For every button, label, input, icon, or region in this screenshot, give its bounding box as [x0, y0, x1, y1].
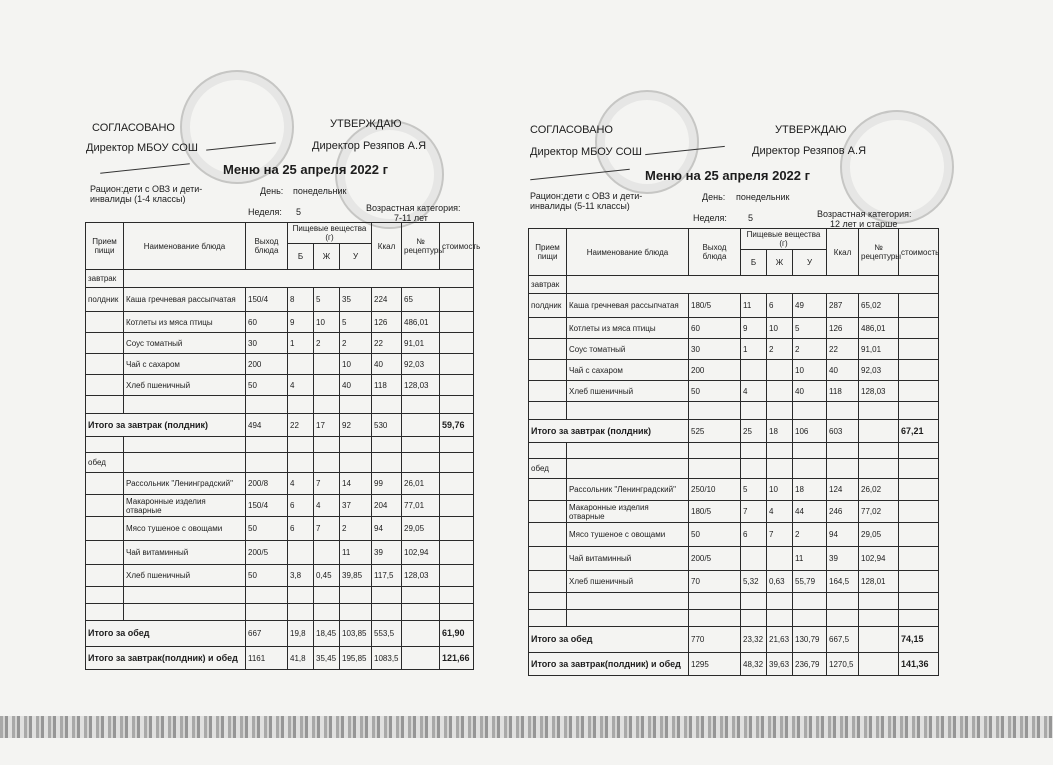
breakfast-total-label: Итого за завтрак (полдник)	[529, 420, 689, 443]
ration-label: Рацион:дети с ОВЗ и дети-инвалиды (1-4 классы)	[90, 184, 203, 204]
col-b: Б	[741, 250, 767, 276]
dish-b: 9	[741, 318, 767, 339]
col-cost: стоимость	[440, 223, 474, 270]
dish-yield: 200	[246, 354, 288, 375]
approve-label: УТВЕРЖДАЮ	[330, 118, 402, 130]
col-b: Б	[288, 244, 314, 270]
dish-yield: 70	[689, 571, 741, 593]
col-nutrients: Пищевые вещества (г)	[741, 229, 827, 250]
total-u: 106	[793, 420, 827, 443]
meal-breakfast: завтрак	[86, 270, 124, 288]
dish-zh	[767, 360, 793, 381]
dish-kcal: 22	[827, 339, 859, 360]
dish-b	[741, 360, 767, 381]
dish-b: 4	[741, 381, 767, 402]
dish-zh: 5	[314, 288, 340, 312]
dish-b: 7	[741, 501, 767, 523]
total-yield: 667	[246, 621, 288, 647]
total-b: 48,32	[741, 653, 767, 676]
total-cost: 121,66	[440, 647, 474, 670]
meal-snack: полдник	[529, 294, 567, 318]
dish-kcal: 287	[827, 294, 859, 318]
dish-recipe: 102,94	[402, 541, 440, 565]
dish-zh: 6	[767, 294, 793, 318]
dish-u: 5	[793, 318, 827, 339]
dish-yield: 30	[689, 339, 741, 360]
total-kcal: 603	[827, 420, 859, 443]
dish-recipe: 91,01	[859, 339, 899, 360]
total-b: 23,32	[741, 627, 767, 653]
dish-name: Каша гречневая рассыпчатая	[567, 294, 689, 318]
total-u: 103,85	[340, 621, 372, 647]
dish-b: 6	[741, 523, 767, 547]
dish-name: Рассольник "Ленинградский"	[567, 479, 689, 501]
total-cost: 61,90	[440, 621, 474, 647]
dish-kcal: 22	[372, 333, 402, 354]
age-label: Возрастная категория:	[817, 209, 912, 219]
col-dish: Наименование блюда	[124, 223, 246, 270]
dish-kcal: 204	[372, 495, 402, 517]
dish-yield: 50	[246, 375, 288, 396]
dish-b: 5	[741, 479, 767, 501]
dish-zh	[767, 547, 793, 571]
dish-u: 40	[340, 375, 372, 396]
menu-title: Меню на 25 апреля 2022 г	[645, 168, 811, 183]
dish-b: 4	[288, 375, 314, 396]
col-yield: Выход блюда	[689, 229, 741, 276]
col-kcal: Ккал	[827, 229, 859, 276]
menu-table	[528, 228, 939, 676]
total-b: 19,8	[288, 621, 314, 647]
dish-name: Соус томатный	[567, 339, 689, 360]
day-value: понедельник	[736, 192, 790, 202]
dish-recipe: 91,01	[402, 333, 440, 354]
dish-zh	[314, 541, 340, 565]
dish-b: 1	[741, 339, 767, 360]
total-kcal: 530	[372, 414, 402, 437]
dish-recipe: 92,03	[859, 360, 899, 381]
meal-snack: полдник	[86, 288, 124, 312]
dish-zh	[314, 375, 340, 396]
dish-u: 2	[340, 517, 372, 541]
week-value: 5	[296, 207, 302, 217]
director-name: Директор Резяпов А.Я	[752, 145, 867, 157]
dish-yield: 50	[689, 523, 741, 547]
lunch-total-label: Итого за обед	[529, 627, 689, 653]
dish-b: 3,8	[288, 565, 314, 587]
dish-u: 2	[793, 339, 827, 360]
dish-yield: 60	[246, 312, 288, 333]
total-zh: 18	[767, 420, 793, 443]
dish-b: 6	[288, 517, 314, 541]
dish-recipe: 128,03	[402, 375, 440, 396]
lunch-total-label: Итого за обед	[86, 621, 246, 647]
total-zh: 18,45	[314, 621, 340, 647]
school-director-label: Директор МБОУ СОШ	[530, 146, 642, 158]
dish-b: 11	[741, 294, 767, 318]
dish-u: 11	[793, 547, 827, 571]
dish-zh: 0,63	[767, 571, 793, 593]
total-yield: 494	[246, 414, 288, 437]
total-cost: 59,76	[440, 414, 474, 437]
dish-yield: 60	[689, 318, 741, 339]
dish-zh: 10	[767, 318, 793, 339]
director-name: Директор Резяпов А.Я	[312, 140, 427, 152]
total-kcal: 1270,5	[827, 653, 859, 676]
meal-lunch: обед	[529, 459, 567, 479]
dish-kcal: 40	[827, 360, 859, 381]
dish-u: 10	[793, 360, 827, 381]
dish-recipe: 65,02	[859, 294, 899, 318]
age-label: Возрастная категория:	[366, 203, 461, 213]
dish-name: Чай витаминный	[124, 541, 246, 565]
dish-yield: 50	[246, 517, 288, 541]
dish-yield: 180/5	[689, 294, 741, 318]
dish-name: Чай с сахаром	[124, 354, 246, 375]
col-kcal: Ккал	[372, 223, 402, 270]
total-yield: 525	[689, 420, 741, 443]
col-recipe: № рецептуры	[859, 229, 899, 276]
grand-total-label: Итого за завтрак(полдник) и обед	[86, 647, 246, 670]
dish-yield: 150/4	[246, 288, 288, 312]
dish-kcal: 224	[372, 288, 402, 312]
day-label: День:	[260, 186, 284, 196]
approve-label: УТВЕРЖДАЮ	[775, 124, 847, 136]
dish-recipe: 65	[402, 288, 440, 312]
dish-name: Чай витаминный	[567, 547, 689, 571]
school-director-label: Директор МБОУ СОШ	[86, 142, 198, 154]
dish-u: 37	[340, 495, 372, 517]
total-b: 41,8	[288, 647, 314, 670]
dish-recipe: 92,03	[402, 354, 440, 375]
agreed-label: СОГЛАСОВАНО	[530, 124, 613, 136]
dish-kcal: 99	[372, 473, 402, 495]
age-value: 7-11 лет	[394, 213, 428, 223]
dish-recipe: 26,02	[859, 479, 899, 501]
col-meal: Прием пищи	[529, 229, 567, 276]
dish-u: 49	[793, 294, 827, 318]
total-cost: 74,15	[899, 627, 939, 653]
dish-b: 5,32	[741, 571, 767, 593]
week-label: Неделя:	[248, 207, 282, 217]
dish-zh: 7	[314, 473, 340, 495]
dish-zh: 2	[767, 339, 793, 360]
dish-b: 8	[288, 288, 314, 312]
dish-kcal: 39	[827, 547, 859, 571]
meal-lunch: обед	[86, 453, 124, 473]
dish-zh	[767, 381, 793, 402]
dish-recipe: 77,01	[402, 495, 440, 517]
total-zh: 35,45	[314, 647, 340, 670]
dish-u: 18	[793, 479, 827, 501]
total-kcal: 1083,5	[372, 647, 402, 670]
col-recipe: № рецептуры	[402, 223, 440, 270]
dish-recipe: 77,02	[859, 501, 899, 523]
dish-yield: 30	[246, 333, 288, 354]
dish-recipe: 128,03	[402, 565, 440, 587]
total-yield: 1161	[246, 647, 288, 670]
dish-name: Хлеб пшеничный	[124, 375, 246, 396]
dish-u: 2	[793, 523, 827, 547]
dish-recipe: 29,05	[402, 517, 440, 541]
dish-kcal: 126	[372, 312, 402, 333]
dish-name: Рассольник "Ленинградский"	[124, 473, 246, 495]
dish-kcal: 164,5	[827, 571, 859, 593]
total-u: 92	[340, 414, 372, 437]
dish-u: 2	[340, 333, 372, 354]
day-label: День:	[702, 192, 726, 202]
dish-zh: 4	[314, 495, 340, 517]
dish-kcal: 124	[827, 479, 859, 501]
col-zh: Ж	[767, 250, 793, 276]
week-value: 5	[748, 213, 754, 223]
dish-u: 39,85	[340, 565, 372, 587]
dish-kcal: 94	[372, 517, 402, 541]
dish-b: 6	[288, 495, 314, 517]
total-yield: 1295	[689, 653, 741, 676]
dish-kcal: 118	[827, 381, 859, 402]
meal-breakfast: завтрак	[529, 276, 567, 294]
total-b: 22	[288, 414, 314, 437]
total-zh: 39,63	[767, 653, 793, 676]
agreed-label: СОГЛАСОВАНО	[92, 122, 175, 134]
ration-label: Рацион:дети с ОВЗ и дети-инвалиды (5-11 классы)	[530, 191, 643, 211]
dish-recipe: 102,94	[859, 547, 899, 571]
dish-name: Макаронные изделия отварные	[124, 495, 246, 517]
col-meal: Прием пищи	[86, 223, 124, 270]
dish-b	[288, 354, 314, 375]
col-yield: Выход блюда	[246, 223, 288, 270]
total-cost: 67,21	[899, 420, 939, 443]
dish-name: Мясо тушеное с овощами	[567, 523, 689, 547]
dish-name: Хлеб пшеничный	[567, 571, 689, 593]
dish-recipe: 128,03	[859, 381, 899, 402]
dish-yield: 200/5	[246, 541, 288, 565]
menu-title: Меню на 25 апреля 2022 г	[223, 162, 389, 177]
dish-yield: 180/5	[689, 501, 741, 523]
dish-name: Чай с сахаром	[567, 360, 689, 381]
dish-zh: 10	[314, 312, 340, 333]
day-value: понедельник	[293, 186, 347, 196]
dish-yield: 50	[246, 565, 288, 587]
dish-b	[741, 547, 767, 571]
total-u: 195,85	[340, 647, 372, 670]
dish-name: Макаронные изделия отварные	[567, 501, 689, 523]
dish-u: 14	[340, 473, 372, 495]
dish-b: 9	[288, 312, 314, 333]
col-nutrients: Пищевые вещества (г)	[288, 223, 372, 244]
age-value: 12 лет и старше	[830, 219, 898, 229]
dish-kcal: 126	[827, 318, 859, 339]
dish-zh: 10	[767, 479, 793, 501]
dish-zh: 7	[314, 517, 340, 541]
breakfast-total-label: Итого за завтрак (полдник)	[86, 414, 246, 437]
dish-name: Каша гречневая рассыпчатая	[124, 288, 246, 312]
dish-recipe: 128,01	[859, 571, 899, 593]
dish-name: Котлеты из мяса птицы	[567, 318, 689, 339]
dish-zh	[314, 354, 340, 375]
menu-table	[85, 222, 481, 670]
dish-recipe: 486,01	[859, 318, 899, 339]
dish-yield: 150/4	[246, 495, 288, 517]
total-zh: 21,63	[767, 627, 793, 653]
dish-b: 4	[288, 473, 314, 495]
total-kcal: 667,5	[827, 627, 859, 653]
dish-recipe: 26,01	[402, 473, 440, 495]
total-u: 130,79	[793, 627, 827, 653]
total-b: 25	[741, 420, 767, 443]
total-cost: 141,36	[899, 653, 939, 676]
dish-zh: 0,45	[314, 565, 340, 587]
total-kcal: 553,5	[372, 621, 402, 647]
dish-name: Соус томатный	[124, 333, 246, 354]
dish-name: Котлеты из мяса птицы	[124, 312, 246, 333]
dish-kcal: 246	[827, 501, 859, 523]
dish-recipe: 486,01	[402, 312, 440, 333]
grand-total-label: Итого за завтрак(полдник) и обед	[529, 653, 689, 676]
dish-u: 44	[793, 501, 827, 523]
dish-u: 10	[340, 354, 372, 375]
dish-u: 35	[340, 288, 372, 312]
dish-name: Мясо тушеное с овощами	[124, 517, 246, 541]
dish-u: 5	[340, 312, 372, 333]
dish-u: 55,79	[793, 571, 827, 593]
dish-kcal: 117,5	[372, 565, 402, 587]
dish-kcal: 40	[372, 354, 402, 375]
dish-zh: 2	[314, 333, 340, 354]
dish-kcal: 118	[372, 375, 402, 396]
dish-b	[288, 541, 314, 565]
dish-zh: 4	[767, 501, 793, 523]
col-cost: стоимость	[899, 229, 939, 276]
dish-name: Хлеб пшеничный	[567, 381, 689, 402]
total-yield: 770	[689, 627, 741, 653]
dish-u: 40	[793, 381, 827, 402]
col-u: У	[793, 250, 827, 276]
total-zh: 17	[314, 414, 340, 437]
col-u: У	[340, 244, 372, 270]
dish-yield: 250/10	[689, 479, 741, 501]
signature	[100, 163, 190, 173]
week-label: Неделя:	[693, 213, 727, 223]
dish-u: 11	[340, 541, 372, 565]
dish-yield: 200/8	[246, 473, 288, 495]
dish-recipe: 29,05	[859, 523, 899, 547]
dish-kcal: 94	[827, 523, 859, 547]
official-seal	[840, 110, 954, 224]
dish-kcal: 39	[372, 541, 402, 565]
col-zh: Ж	[314, 244, 340, 270]
scan-artifact	[0, 716, 1053, 738]
dish-name: Хлеб пшеничный	[124, 565, 246, 587]
col-dish: Наименование блюда	[567, 229, 689, 276]
total-u: 236,79	[793, 653, 827, 676]
dish-zh: 7	[767, 523, 793, 547]
dish-b: 1	[288, 333, 314, 354]
dish-yield: 200	[689, 360, 741, 381]
dish-yield: 50	[689, 381, 741, 402]
dish-yield: 200/5	[689, 547, 741, 571]
